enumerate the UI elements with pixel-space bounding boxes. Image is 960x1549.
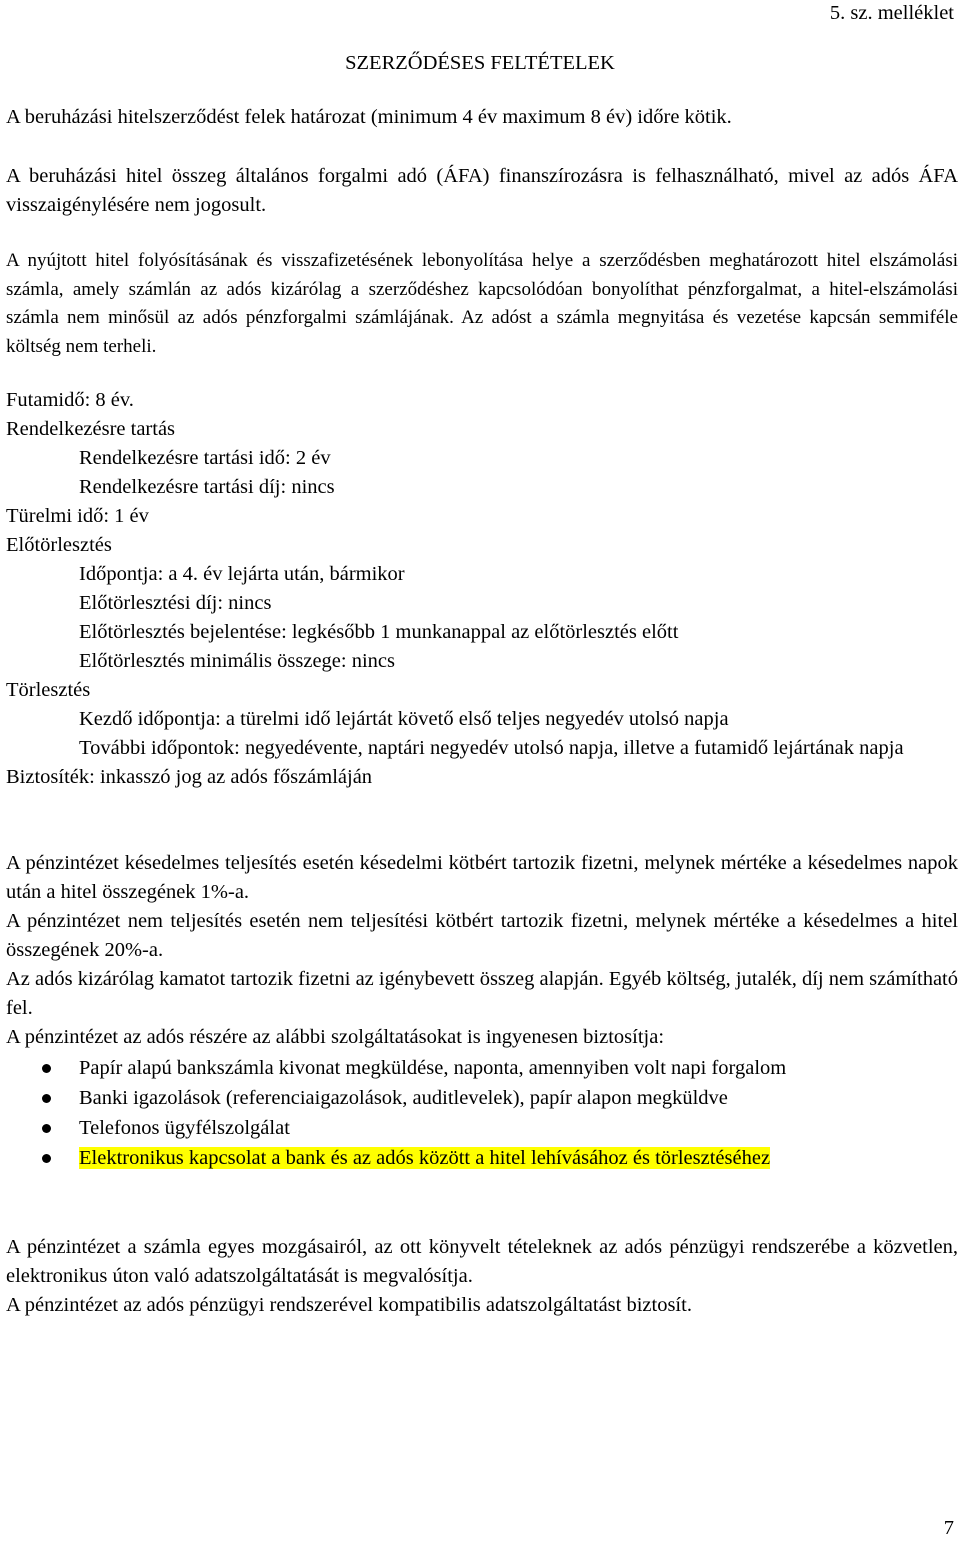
term-elotorlesztesi-dij: Előtörlesztési díj: nincs: [79, 592, 272, 614]
list-item: [6, 1144, 958, 1173]
page-number: 7: [943, 1517, 954, 1539]
terms-section: [6, 386, 958, 792]
list-item-text: Papír alapú bankszámla kivonat megküldése, naponta, amennyiben volt napi forgalom: [79, 1057, 787, 1079]
services-section: [6, 965, 958, 1173]
bullet-icon: [42, 1154, 51, 1163]
term-torlesztes: Törlesztés: [6, 679, 91, 701]
term-tovabbi: További időpontok: negyedévente, naptári negyedév utolsó napja, illetve a futamidő lejártának napja: [79, 737, 904, 759]
term-idopontja: Időpontja: a 4. év lejárta után, bármikor: [79, 563, 405, 585]
list-item-text: Banki igazolások (referenciaigazolások, auditlevelek), papír alapon megküldve: [79, 1087, 728, 1109]
term-rendelkezesre-ido: Rendelkezésre tartási idő: 2 év: [79, 447, 331, 469]
term-kezdo: Kezdő időpontja: a türelmi idő lejártát követő első teljes negyedév utolsó napja: [79, 708, 729, 730]
term-biztositek: Biztosíték: inkasszó jog az adós főszámláján: [6, 766, 373, 788]
closing-compatibility: A pénzintézet az adós pénzügyi rendszerével kompatibilis adatszolgáltatást biztosít.: [6, 1294, 692, 1316]
closing-section: [6, 1233, 958, 1320]
account-section: [6, 247, 958, 361]
term-rendelkezesre: Rendelkezésre tartás: [6, 418, 176, 440]
term-futamido: Futamidő: 8 év.: [6, 389, 134, 411]
list-item-text-highlighted: Elektronikus kapcsolat a bank és az adós között a hitel lehívásához és törlesztéséhez: [79, 1147, 771, 1169]
services-list: [6, 1054, 958, 1173]
services-intro: A pénzintézet az adós részére az alábbi szolgáltatásokat is ingyenesen biztosítja:: [6, 1026, 665, 1048]
term-rendelkezesre-dij: Rendelkezésre tartási díj: nincs: [79, 476, 335, 498]
term-bejelentese: Előtörlesztés bejelentése: legkésőbb 1 munkanappal az előtörlesztés előtt: [79, 621, 679, 643]
closing-data-service: A pénzintézet a számla egyes mozgásairól, az ott könyvelt tételeknek az adós pénzügyi rendszerébe a közvetlen, elektronikus úton való adatszolgáltatását is megvalósítja.: [6, 1236, 958, 1287]
penalty-nonperformance: A pénzintézet nem teljesítés esetén nem teljesítési kötbért tartozik fizetni, melynek mértéke a késedelmes a hitel összegének 20%-a.: [6, 910, 958, 961]
list-item: [6, 1084, 958, 1113]
term-elotorlesztes: Előtörlesztés: [6, 534, 112, 556]
bullet-icon: [42, 1094, 51, 1103]
intro-section: [6, 103, 958, 132]
bullet-icon: [42, 1124, 51, 1133]
list-item-text: Telefonos ügyfélszolgálat: [79, 1117, 290, 1139]
paragraph-term: A beruházási hitelszerződést felek határozat (minimum 4 év maximum 8 év) időre kötik.: [6, 106, 732, 128]
penalty-section: [6, 849, 958, 965]
list-item: [6, 1114, 958, 1143]
term-turelmi: Türelmi idő: 1 év: [6, 505, 149, 527]
list-item: [6, 1054, 958, 1083]
services-interest: Az adós kizárólag kamatot tartozik fizetni az igénybevett összeg alapján. Egyéb költség, jutalék, díj nem számítható fel.: [6, 968, 958, 1019]
term-minimalis: Előtörlesztés minimális összege: nincs: [79, 650, 395, 672]
bullet-icon: [42, 1064, 51, 1073]
page-title: SZERZŐDÉSES FELTÉTELEK: [345, 52, 615, 74]
vat-section: [6, 162, 958, 220]
paragraph-vat: A beruházási hitel összeg általános forgalmi adó (ÁFA) finanszírozásra is felhasználható, mivel az adós ÁFA visszaigénylésére nem jogosult.: [6, 165, 958, 216]
penalty-late: A pénzintézet késedelmes teljesítés esetén késedelmi kötbért tartozik fizetni, melynek mértéke a késedelmes napok után a hitel összegének 1%-a.: [6, 852, 958, 903]
paragraph-account: A nyújtott hitel folyósításának és visszafizetésének lebonyolítása helye a szerződésben meghatározott hitel elszámolási számla, amely számlán az adós kizárólag a szerződéshez kapcsolódóan bonyolíthat pénzforgalmat, a hitel-elszámolási számla nem minősül az adós pénzforgalmi számlájának. Az adóst a számla megnyitása és vezetése kapcsán semmiféle költség nem terheli.: [6, 250, 958, 357]
annex-label: 5. sz. melléklet: [829, 2, 954, 24]
